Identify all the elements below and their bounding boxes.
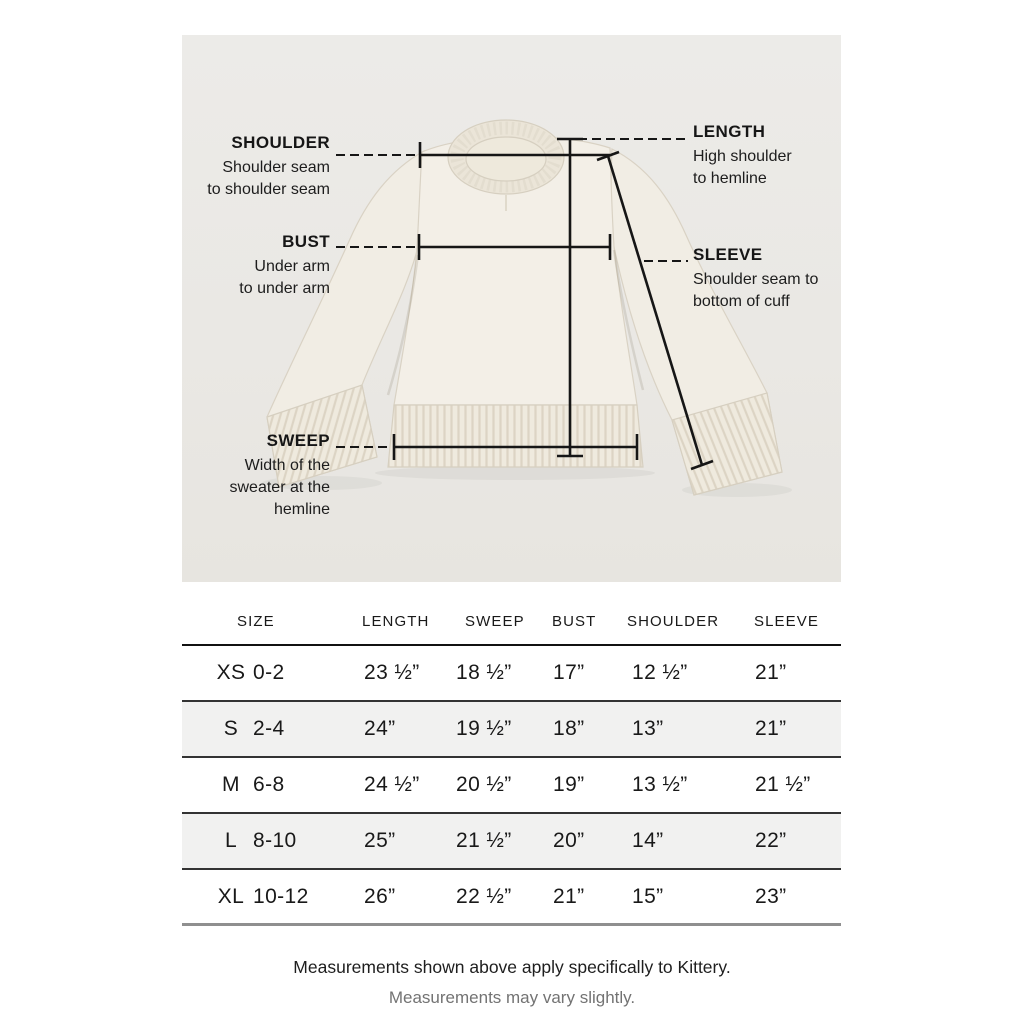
header-cell-shoulder: SHOULDER <box>627 613 720 630</box>
header-cell-size: SIZE <box>237 613 275 630</box>
sleeve-cell: 21” <box>755 661 787 684</box>
footer-notes <box>0 955 1024 1010</box>
size-diagram <box>182 35 841 582</box>
size-chart-table <box>182 599 841 926</box>
sweep-desc-line: sweater at the <box>229 479 330 496</box>
table-row-xs <box>182 646 841 702</box>
bust-cell: 17” <box>553 661 585 684</box>
sweep-annotation <box>230 430 331 521</box>
shoulder-desc-line: Shoulder seam <box>222 159 330 176</box>
sleeve-cell: 22” <box>755 829 787 852</box>
sweep-cell: 20 ½” <box>456 773 512 796</box>
shoulder-desc-line: to shoulder seam <box>207 181 330 198</box>
bust-cell: 18” <box>553 717 585 740</box>
size-cell: S 2-4 <box>223 717 285 740</box>
table-row-l <box>182 814 841 870</box>
sleeve-cell: 21” <box>755 717 787 740</box>
size-cell: L 8-10 <box>224 829 297 852</box>
sleeve-cell: 21 ½” <box>755 773 811 796</box>
sleeve-annotation <box>693 244 818 313</box>
table-row-m <box>182 758 841 814</box>
bust-annotation <box>239 231 330 300</box>
length-cell: 25” <box>364 829 396 852</box>
shoulder-annotation <box>207 132 330 201</box>
sweep-desc-line: hemline <box>273 501 330 518</box>
shoulder-cell: 14” <box>632 829 664 852</box>
bust-cell: 20” <box>553 829 585 852</box>
table-header-row <box>182 599 841 646</box>
table-row-xl <box>182 870 841 926</box>
length-cell: 24 ½” <box>364 773 420 796</box>
shoulder-title: SHOULDER <box>231 133 330 152</box>
footer-note-primary: Measurements shown above apply specifically to Kittery. <box>293 957 731 977</box>
header-cell-sleeve: SLEEVE <box>754 613 819 630</box>
header-cell-bust: BUST <box>552 613 597 630</box>
sleeve-desc-line: bottom of cuff <box>693 293 790 310</box>
sweep-desc-line: Width of the <box>244 457 330 474</box>
bust-cell: 21” <box>553 884 585 908</box>
length-annotation <box>693 121 792 190</box>
sweep-cell: 18 ½” <box>456 661 512 684</box>
size-cell: XS 0-2 <box>216 661 285 684</box>
header-cell-length: LENGTH <box>362 613 430 630</box>
sleeve-desc-line: Shoulder seam to <box>693 271 819 288</box>
length-desc-line: to hemline <box>693 170 767 187</box>
shoulder-cell: 13” <box>632 717 664 740</box>
length-cell: 23 ½” <box>364 661 420 684</box>
sweep-cell: 19 ½” <box>456 717 512 740</box>
sleeve-cell: 23” <box>755 884 787 908</box>
footer-note-secondary: Measurements may vary slightly. <box>388 988 636 1007</box>
bust-desc-line: to under arm <box>239 280 330 297</box>
sweep-cell: 22 ½” <box>456 884 512 908</box>
bust-cell: 19” <box>553 773 585 796</box>
sleeve-title: SLEEVE <box>693 245 763 264</box>
sweep-title: SWEEP <box>266 431 330 450</box>
bust-desc-line: Under arm <box>254 258 330 275</box>
shoulder-cell: 12 ½” <box>632 661 688 684</box>
table-row-s <box>182 702 841 758</box>
shoulder-cell: 15” <box>632 884 664 908</box>
bust-title: BUST <box>282 232 330 251</box>
sweep-cell: 21 ½” <box>456 829 512 852</box>
size-cell: M 6-8 <box>222 773 285 796</box>
header-cell-sweep: SWEEP <box>465 613 525 630</box>
length-cell: 26” <box>364 884 396 908</box>
size-cell: XL 10-12 <box>217 884 309 908</box>
shoulder-cell: 13 ½” <box>632 773 688 796</box>
length-title: LENGTH <box>693 122 766 141</box>
length-cell: 24” <box>364 717 396 740</box>
length-desc-line: High shoulder <box>693 148 792 165</box>
